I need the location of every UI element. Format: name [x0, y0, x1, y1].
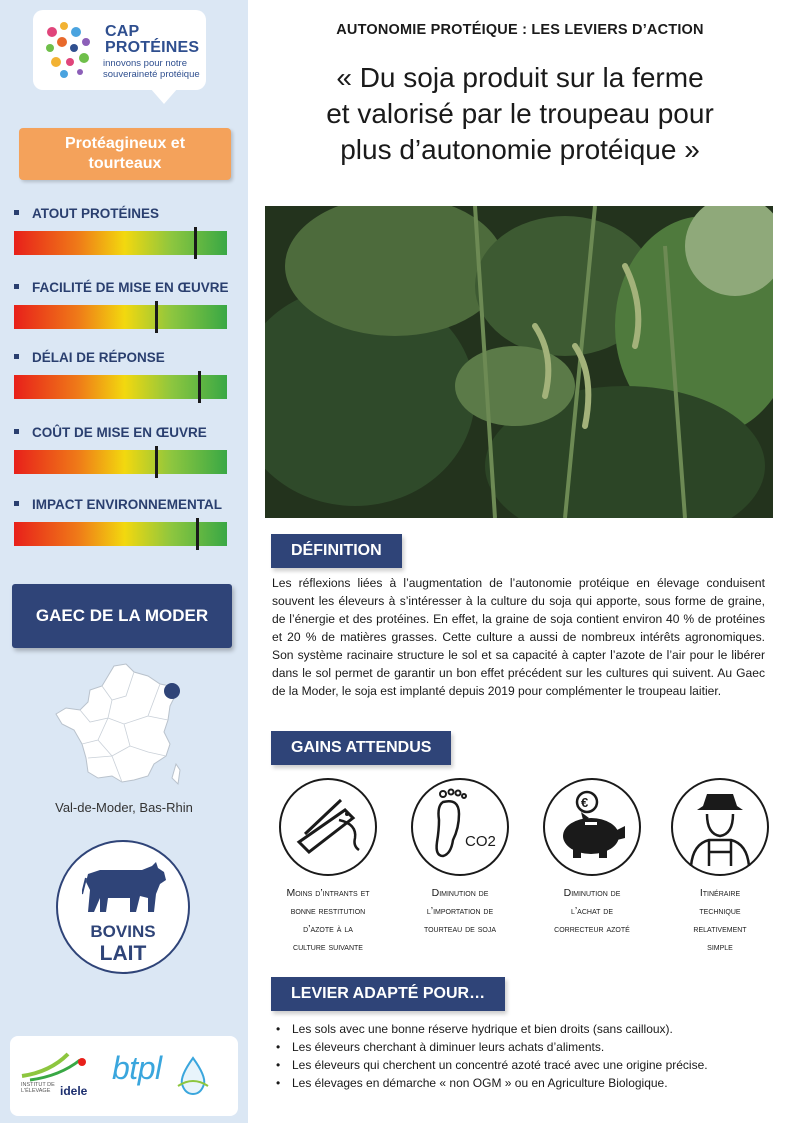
title-line1: « Du soja produit sur la ferme	[336, 62, 704, 93]
logo-title	[105, 24, 199, 56]
gain-caption-line: tourteau de soja	[423, 923, 497, 935]
criterion-gauge	[14, 375, 227, 399]
criterion-impact	[14, 496, 239, 546]
gain-caption-line: correcteur azoté	[554, 923, 630, 935]
gains-list	[264, 778, 784, 958]
logo-title-line1: CAP	[105, 23, 140, 40]
gauge-marker	[155, 446, 158, 478]
logo-subtitle-line2: souveraineté protéique	[103, 69, 200, 80]
list-item: • Les sols avec une bonne réserve hydrique et bien droits (sans cailloux).	[276, 1020, 776, 1038]
logo-subtitle-line1: innovons pour notre	[103, 58, 187, 69]
location-dot	[164, 683, 180, 699]
gauge-marker	[196, 518, 199, 550]
kicker-heading: AUTONOMIE PROTÉIQUE : LES LEVIERS D’ACTION	[336, 22, 704, 38]
criterion-label: IMPACT ENVIRONNEMENTAL	[14, 496, 239, 514]
category-line2: tourteaux	[88, 155, 162, 172]
farmer-icon	[673, 780, 767, 874]
soybean-leaves-image	[265, 206, 773, 518]
gain-circle	[279, 778, 377, 876]
gain-caption-line: bonne restitution	[290, 905, 366, 917]
criterion-atout-proteines	[14, 205, 239, 255]
flowers-logo-icon	[40, 18, 98, 80]
milk-drop-icon	[176, 1056, 210, 1096]
gain-caption	[532, 884, 652, 938]
criterion-gauge	[14, 522, 227, 546]
definition-heading: DÉFINITION	[271, 534, 402, 568]
farm-name-banner: GAEC DE LA MODER	[12, 584, 232, 648]
definition-text: Les réflexions liées à l’augmentation de l’autonomie protéique en élevage conduisent souvent les éleveurs à s’intéresser à la culture du soja qui apporte, sous forme de graine, de l’énergie et des protéines. En effet, la graine de soja contient environ 40 % de protéines et 20 % de matières grasses. Cette culture a aussi de nombreux intérêts agronomiques. Son système racinaire structure le sol et sa capacité à capter l’azote de l’air pour le libérer dans le sol permet de garantir un bon effet précédent sur les cultures qui suivent. Au Gaec de la Moder, le soja est implanté depuis 2019 pour complémenter le troupeau laitier.	[272, 576, 765, 698]
gain-caption-line: Diminution de	[563, 887, 621, 899]
logo-subtitle	[103, 58, 200, 80]
gain-caption-line: l’importation de	[426, 905, 494, 917]
criterion-gauge	[14, 305, 227, 329]
logo-bubble-tail	[150, 88, 178, 104]
criterion-gauge	[14, 231, 227, 255]
criterion-label: COÛT DE MISE EN ŒUVRE	[14, 424, 239, 442]
piggy-bank-euro-icon	[545, 780, 639, 874]
idele-small-text: INSTITUT DE L'ÉLEVAGE	[21, 1082, 55, 1094]
gain-caption-line: Itinéraire	[699, 887, 741, 899]
sidebar	[0, 0, 248, 1123]
cap-proteines-logo	[33, 10, 206, 90]
gain-caption	[400, 884, 520, 938]
criterion-label: FACILITÉ DE MISE EN ŒUVRE	[14, 279, 239, 297]
svg-text:€: €	[581, 795, 589, 810]
gain-caption	[268, 884, 388, 956]
production-badge	[56, 840, 190, 974]
gain-caption-line: simple	[707, 941, 733, 953]
category-badge	[19, 128, 231, 180]
levier-list	[276, 1020, 776, 1092]
gain-item	[268, 778, 388, 956]
levier-heading: LEVIER ADAPTÉ POUR…	[271, 977, 505, 1011]
gain-item	[532, 778, 652, 938]
partners-logos	[10, 1036, 238, 1116]
criterion-facilite	[14, 279, 239, 329]
criterion-cout	[14, 424, 239, 474]
gain-caption-line: d’azote à la	[303, 923, 353, 935]
production-line1: BOVINS	[90, 922, 156, 941]
gauge-marker	[155, 301, 158, 333]
cow-icon	[82, 860, 168, 914]
gain-caption-line: relativement	[693, 923, 747, 935]
gains-heading: GAINS ATTENDUS	[271, 731, 451, 765]
gain-item	[400, 778, 520, 938]
gain-caption-line: Moins d’intrants et	[286, 887, 370, 899]
co2-footprint-icon	[413, 780, 507, 874]
category-line1: Protéagineux et	[64, 135, 186, 152]
soybean-photo	[265, 206, 773, 518]
gain-caption	[660, 884, 780, 956]
idele-logo-text: idele	[60, 1084, 88, 1098]
gauge-marker	[198, 371, 201, 403]
idele-logo-icon	[20, 1050, 98, 1082]
criterion-gauge	[14, 450, 227, 474]
criterion-label: ATOUT PROTÉINES	[14, 205, 239, 223]
criterion-delai	[14, 349, 239, 399]
gain-circle	[411, 778, 509, 876]
title-line3: plus d’autonomie protéique »	[340, 134, 700, 165]
title-line2: et valorisé par le troupeau pour	[326, 98, 714, 129]
gain-item	[660, 778, 780, 956]
page-title	[262, 60, 778, 168]
list-item: • Les élevages en démarche « non OGM » ou en Agriculture Biologique.	[276, 1074, 776, 1092]
logo-title-line2: PROTÉINES	[105, 39, 200, 56]
co2-label: CO2	[465, 833, 496, 850]
farm-location: Val-de-Moder, Bas-Rhin	[55, 800, 193, 815]
btpl-logo-text: btpl	[112, 1050, 162, 1086]
production-line2: LAIT	[99, 942, 147, 965]
gain-caption-line: l’achat de	[570, 905, 614, 917]
gain-circle	[543, 778, 641, 876]
france-map-icon	[52, 660, 192, 795]
gain-caption-line: culture suivante	[293, 941, 363, 953]
gauge-marker	[194, 227, 197, 259]
list-item: • Les éleveurs qui cherchent un concentré azoté tracé avec une origine précise.	[276, 1056, 776, 1074]
gain-caption-line: Diminution de	[431, 887, 489, 899]
criterion-label: DÉLAI DE RÉPONSE	[14, 349, 239, 367]
multitool-icon	[281, 780, 375, 874]
gain-circle	[671, 778, 769, 876]
gain-caption-line: technique	[699, 905, 741, 917]
list-item: • Les éleveurs cherchant à diminuer leurs achats d’aliments.	[276, 1038, 776, 1056]
